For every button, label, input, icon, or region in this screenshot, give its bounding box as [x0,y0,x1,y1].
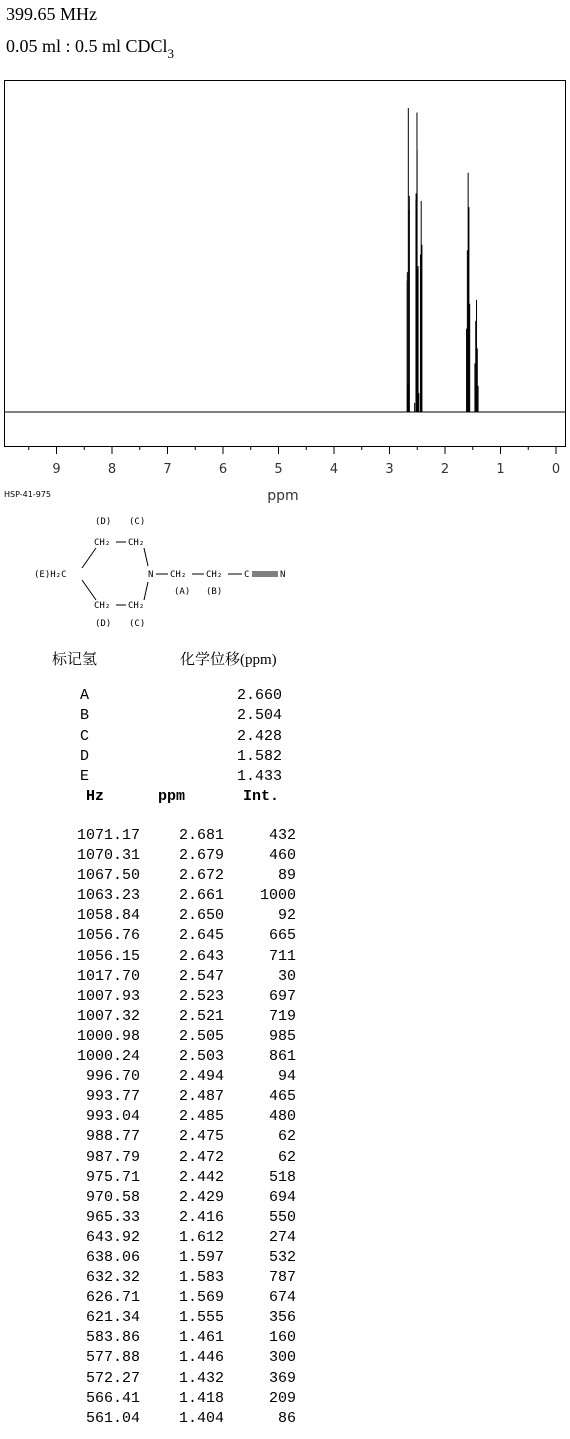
peak-hz: 1000.24 [76,1048,140,1066]
peak-ppm: 2.503 [178,1048,224,1066]
peak-ppm: 1.418 [178,1389,224,1407]
x-tick-label: 8 [107,462,117,477]
ch2-top-left: CH₂ [94,538,111,548]
peak-intensity: 697 [268,987,296,1005]
ch2-top-right: CH₂ [128,538,145,548]
table-row [0,1308,400,1328]
assignment-row [0,706,400,726]
peak-ppm: 1.404 [178,1409,224,1427]
peak-intensity: 787 [268,1269,296,1287]
plot-frame [5,81,566,447]
assignment-shift: 1.582 [236,747,282,765]
peak-hz: 1067.50 [76,867,140,885]
table-row [0,906,400,926]
label-d-bot: (D) [95,619,112,629]
assignment-row [0,686,400,706]
peak-hz: 1056.76 [76,927,140,945]
peak-ppm: 2.429 [178,1188,224,1206]
peak-ppm: 2.650 [178,907,224,925]
peak-ppm: 1.612 [178,1228,224,1246]
peak-ppm: 2.672 [178,867,224,885]
label-d-top: (D) [95,517,112,527]
header-ppm: ppm [158,788,186,805]
header-hz: Hz [86,788,105,805]
peak-ppm: 2.523 [178,987,224,1005]
peak-hz: 643.92 [85,1228,140,1246]
table-row [0,826,400,846]
assignment-label: A [80,687,90,704]
table-row [0,1409,400,1429]
peak-intensity: 94 [277,1068,296,1086]
peak-ppm: 1.461 [178,1329,224,1347]
chain-n: N [280,570,286,580]
peak-intensity: 480 [268,1108,296,1126]
peak-hz: 993.04 [85,1108,140,1126]
peak-intensity: 665 [268,927,296,945]
assignment-shift: 1.433 [236,768,282,786]
assignment-shift: 2.428 [236,727,282,745]
peak-intensity: 92 [277,907,296,925]
table-row [0,1087,400,1107]
peak-intensity: 985 [268,1027,296,1045]
x-tick-label: 4 [329,462,339,477]
table-row [0,1369,400,1389]
peak-intensity: 550 [268,1208,296,1226]
peak-hz: 996.70 [85,1068,140,1086]
peak-intensity: 62 [277,1128,296,1146]
solvent-text: 0.05 ml : 0.5 ml CDCl [6,36,168,56]
x-tick-label: 9 [52,462,61,477]
table-row [0,967,400,987]
peak-ppm: 2.661 [178,887,224,905]
table-row [0,1228,400,1248]
peak-intensity: 432 [268,827,296,844]
peak-ppm: 2.416 [178,1208,224,1226]
peak-ppm: 2.472 [178,1148,224,1166]
peak-hz: 970.58 [85,1188,140,1206]
peak-intensity: 861 [268,1048,296,1066]
table-row [0,1188,400,1208]
peak-hz: 993.77 [85,1088,140,1106]
label-b: (B) [206,587,223,597]
peak-intensity: 300 [268,1349,296,1367]
peak-hz: 987.79 [85,1148,140,1166]
peak-intensity: 209 [268,1389,296,1407]
peak-hz: 638.06 [85,1248,140,1266]
table-row [0,866,400,886]
x-tick-label: 5 [274,462,283,477]
peak-ppm: 2.475 [178,1128,224,1146]
peak-intensity: 460 [268,847,296,865]
bond-top-left-down [82,548,96,568]
peak-hz: 1070.31 [76,847,140,865]
peak-hz: 988.77 [85,1128,140,1146]
peak-hz: 975.71 [85,1168,140,1186]
assignment-label: C [80,727,90,745]
peak-ppm: 1.583 [178,1269,224,1287]
peak-ppm: 1.446 [178,1349,224,1367]
table-row [0,1328,400,1348]
peak-ppm: 2.521 [178,1007,224,1025]
assignment-row [0,727,400,747]
peak-intensity: 30 [277,967,296,985]
peak-intensity: 89 [277,867,296,885]
peak-ppm: 2.679 [178,847,224,865]
table-row [0,1148,400,1168]
peak-intensity: 356 [268,1309,296,1327]
peak-ppm: 1.555 [178,1309,224,1327]
x-tick-label: 2 [440,462,450,477]
table-row [0,1248,400,1268]
table-row [0,1027,400,1047]
x-tick-label: 0 [551,462,561,477]
sample-code: HSP-41-975 [4,490,51,499]
peak-ppm: 2.487 [178,1088,224,1106]
assignment-row [0,767,400,787]
table-row [0,1389,400,1409]
peak-ppm: 2.442 [178,1168,224,1186]
header-labeled-hydrogen: 标记氢 [52,652,98,668]
label-c-bot: (C) [129,619,146,629]
ch2-bot-left: CH₂ [94,601,111,611]
assignment-table [0,686,400,787]
assignment-shift: 2.660 [236,687,282,704]
label-a: (A) [174,587,191,597]
x-tick-label: 3 [385,462,394,477]
assignment-row [0,747,400,767]
peak-hz: 1007.32 [76,1007,140,1025]
peak-ppm: 2.643 [178,947,224,965]
x-tick-label: 1 [496,462,505,477]
peak-intensity: 62 [277,1148,296,1166]
label-c-top: (C) [129,517,146,527]
e-h2c: (E)H₂C [34,570,67,580]
molecule-structure [30,512,320,632]
peak-hz: 632.32 [85,1269,140,1287]
peak-table [0,826,400,1429]
peak-ppm: 1.597 [178,1248,224,1266]
x-axis-label: ppm [267,488,299,504]
peak-hz: 965.33 [85,1208,140,1226]
peak-ppm: 2.645 [178,927,224,945]
table-row [0,1107,400,1127]
header-chemical-shift: 化学位移(ppm) [180,652,277,668]
peak-intensity: 674 [268,1289,296,1307]
assignment-shift: 2.504 [236,707,282,725]
table-row [0,1348,400,1368]
nmr-spectrum [0,78,570,508]
peak-hz: 583.86 [85,1329,140,1347]
bond-bot-left-up [82,580,96,600]
table-row [0,987,400,1007]
peak-hz: 561.04 [85,1409,140,1427]
x-tick-label: 6 [218,462,228,477]
spectrometer-frequency: 399.65 MHz [6,4,97,24]
peak-intensity: 274 [268,1228,296,1246]
table-row [0,1067,400,1087]
assignment-label: E [80,768,90,786]
peak-hz: 1071.17 [76,827,140,844]
chain-c: C [244,570,250,580]
table-row [0,1047,400,1067]
bond-top-right-down [144,548,148,566]
peak-ppm: 2.681 [178,827,224,844]
sample-solvent [6,36,174,62]
peak-hz: 566.41 [85,1389,140,1407]
peak-intensity: 532 [268,1248,296,1266]
peak-intensity: 86 [277,1409,296,1427]
peak-hz: 572.27 [85,1369,140,1387]
peak-ppm: 2.547 [178,967,224,985]
spectrum-plot [0,78,570,508]
peak-hz: 1063.23 [76,887,140,905]
peak-intensity: 465 [268,1088,296,1106]
table-row [0,886,400,906]
peak-ppm: 1.569 [178,1289,224,1307]
ring-n: N [148,570,154,580]
solvent-subscript: 3 [167,46,175,61]
peak-intensity: 711 [268,947,296,965]
chain-ch2-b: CH₂ [206,570,223,580]
peak-intensity: 719 [268,1007,296,1025]
peak-hz: 1000.98 [76,1027,140,1045]
assignment-label: D [80,747,90,765]
peak-hz: 1056.15 [76,947,140,965]
table-row [0,846,400,866]
ch2-bot-right: CH₂ [128,601,145,611]
table-row [0,1208,400,1228]
peak-intensity: 518 [268,1168,296,1186]
table-row [0,926,400,946]
peak-ppm: 2.505 [178,1027,224,1045]
peak-intensity: 369 [268,1369,296,1387]
peak-intensity: 1000 [259,887,296,905]
peak-hz: 1017.70 [76,967,140,985]
peak-intensity: 694 [268,1188,296,1206]
peak-hz: 577.88 [85,1349,140,1367]
bond-bot-right-up [144,582,148,600]
peak-ppm: 1.432 [178,1369,224,1387]
x-tick-label: 7 [163,462,172,477]
peak-ppm: 2.485 [178,1108,224,1126]
table-row [0,1288,400,1308]
peak-intensity: 160 [268,1329,296,1347]
header-int: Int. [243,788,280,805]
table-row [0,1168,400,1188]
table-row [0,1268,400,1288]
peak-ppm: 2.494 [178,1068,224,1086]
table-row [0,1127,400,1147]
peak-hz: 626.71 [85,1289,140,1307]
assignment-label: B [80,707,90,725]
table-row [0,947,400,967]
peak-hz: 1058.84 [76,907,140,925]
peak-hz: 1007.93 [76,987,140,1005]
table-row [0,1007,400,1027]
peak-hz: 621.34 [85,1309,140,1327]
chain-ch2-a: CH₂ [170,570,187,580]
